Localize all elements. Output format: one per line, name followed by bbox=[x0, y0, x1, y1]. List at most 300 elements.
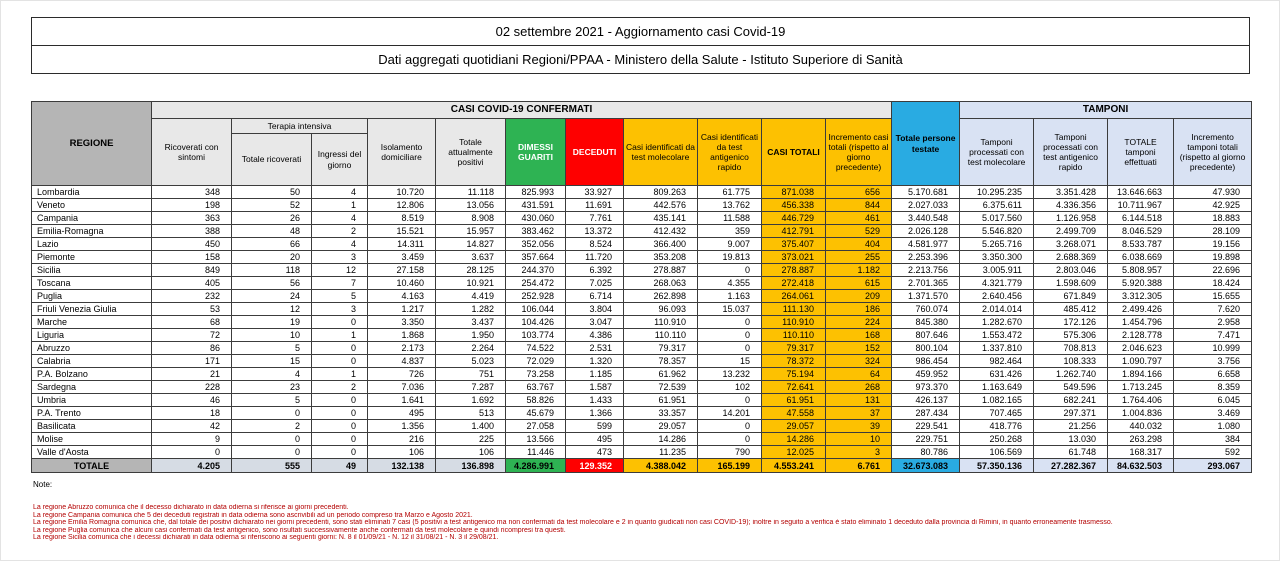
value-cell: 19.813 bbox=[698, 251, 762, 264]
value-cell: 21 bbox=[152, 368, 232, 381]
table-row bbox=[32, 225, 1252, 238]
value-cell: 430.060 bbox=[506, 212, 566, 225]
region-name-cell: Basilicata bbox=[32, 420, 152, 433]
table-row bbox=[32, 368, 1252, 381]
value-cell: 15 bbox=[232, 355, 312, 368]
value-cell: 297.371 bbox=[1034, 407, 1108, 420]
value-cell: 707.465 bbox=[960, 407, 1034, 420]
value-cell: 1.950 bbox=[436, 329, 506, 342]
value-cell: 7 bbox=[312, 277, 368, 290]
value-cell: 5.023 bbox=[436, 355, 506, 368]
value-cell: 1.598.609 bbox=[1034, 277, 1108, 290]
value-cell: 8.908 bbox=[436, 212, 506, 225]
value-cell: 64 bbox=[826, 368, 892, 381]
value-cell: 1.400 bbox=[436, 420, 506, 433]
value-cell: 1.004.836 bbox=[1108, 407, 1174, 420]
value-cell: 186 bbox=[826, 303, 892, 316]
value-cell: 0 bbox=[232, 446, 312, 459]
value-cell: 495 bbox=[566, 433, 624, 446]
value-cell: 106.569 bbox=[960, 446, 1034, 459]
value-cell: 19.898 bbox=[1174, 251, 1252, 264]
notes-section bbox=[33, 480, 1249, 542]
value-cell: 45.679 bbox=[506, 407, 566, 420]
value-cell: 10.460 bbox=[368, 277, 436, 290]
table-row bbox=[32, 290, 1252, 303]
column-header-casi-antigenico: Casi identificati da test antigenico rapido bbox=[698, 119, 762, 186]
value-cell: 2.640.456 bbox=[960, 290, 1034, 303]
value-cell: 1.337.810 bbox=[960, 342, 1034, 355]
value-cell: 6.658 bbox=[1174, 368, 1252, 381]
value-cell: 10 bbox=[826, 433, 892, 446]
value-cell: 1.217 bbox=[368, 303, 436, 316]
value-cell: 252.928 bbox=[506, 290, 566, 303]
value-cell: 13.056 bbox=[436, 199, 506, 212]
value-cell: 809.263 bbox=[624, 186, 698, 199]
value-cell: 224 bbox=[826, 316, 892, 329]
totals-value-cell: 32.673.083 bbox=[892, 459, 960, 473]
value-cell: 46 bbox=[152, 394, 232, 407]
value-cell: 168 bbox=[826, 329, 892, 342]
value-cell: 14.311 bbox=[368, 238, 436, 251]
value-cell: 13.232 bbox=[698, 368, 762, 381]
value-cell: 442.576 bbox=[624, 199, 698, 212]
title-box bbox=[31, 17, 1250, 74]
value-cell: 11.446 bbox=[506, 446, 566, 459]
value-cell: 111.130 bbox=[762, 303, 826, 316]
region-name-cell: Sicilia bbox=[32, 264, 152, 277]
value-cell: 48 bbox=[232, 225, 312, 238]
value-cell: 68 bbox=[152, 316, 232, 329]
value-cell: 2.531 bbox=[566, 342, 624, 355]
value-cell: 15 bbox=[698, 355, 762, 368]
value-cell: 1.126.958 bbox=[1034, 212, 1108, 225]
value-cell: 12 bbox=[312, 264, 368, 277]
value-cell: 28.125 bbox=[436, 264, 506, 277]
value-cell: 110.910 bbox=[624, 316, 698, 329]
region-name-cell: Puglia bbox=[32, 290, 152, 303]
value-cell: 15.037 bbox=[698, 303, 762, 316]
table-row bbox=[32, 277, 1252, 290]
value-cell: 72.029 bbox=[506, 355, 566, 368]
value-cell: 4 bbox=[312, 186, 368, 199]
value-cell: 8.046.529 bbox=[1108, 225, 1174, 238]
value-cell: 22.696 bbox=[1174, 264, 1252, 277]
value-cell: 20 bbox=[232, 251, 312, 264]
totals-value-cell: 57.350.136 bbox=[960, 459, 1034, 473]
note-line: La regione Campania comunica che 5 dei deceduti registrati in data odierna sono ascrivibili ad un periodo compreso tra Marzo e Agosto 2021. bbox=[33, 511, 473, 519]
value-cell: 7.025 bbox=[566, 277, 624, 290]
region-name-cell: Abruzzo bbox=[32, 342, 152, 355]
value-cell: 10.720 bbox=[368, 186, 436, 199]
value-cell: 19 bbox=[232, 316, 312, 329]
value-cell: 7.761 bbox=[566, 212, 624, 225]
value-cell: 357.664 bbox=[506, 251, 566, 264]
region-name-cell: P.A. Bolzano bbox=[32, 368, 152, 381]
totals-value-cell: 4.553.241 bbox=[762, 459, 826, 473]
value-cell: 5 bbox=[232, 342, 312, 355]
column-header-ricoverati: Ricoverati con sintomi bbox=[152, 119, 232, 186]
value-cell: 4.163 bbox=[368, 290, 436, 303]
value-cell: 11.720 bbox=[566, 251, 624, 264]
value-cell: 272.418 bbox=[762, 277, 826, 290]
value-cell: 254.472 bbox=[506, 277, 566, 290]
value-cell: 10.295.235 bbox=[960, 186, 1034, 199]
value-cell: 8.533.787 bbox=[1108, 238, 1174, 251]
value-cell: 106 bbox=[436, 446, 506, 459]
value-cell: 42.925 bbox=[1174, 199, 1252, 212]
value-cell: 5 bbox=[312, 290, 368, 303]
value-cell: 1.262.740 bbox=[1034, 368, 1108, 381]
table-body bbox=[32, 186, 1252, 459]
value-cell: 13.762 bbox=[698, 199, 762, 212]
table-row bbox=[32, 199, 1252, 212]
value-cell: 1.182 bbox=[826, 264, 892, 277]
value-cell: 66 bbox=[232, 238, 312, 251]
value-cell: 9.007 bbox=[698, 238, 762, 251]
value-cell: 751 bbox=[436, 368, 506, 381]
value-cell: 4 bbox=[232, 368, 312, 381]
value-cell: 13.030 bbox=[1034, 433, 1108, 446]
value-cell: 3.047 bbox=[566, 316, 624, 329]
value-cell: 5.017.560 bbox=[960, 212, 1034, 225]
value-cell: 58.826 bbox=[506, 394, 566, 407]
value-cell: 39 bbox=[826, 420, 892, 433]
note-line: La regione Puglia comunica che alcuni casi confermati da test antigenico, sono risultati successivamente anche confermati da test molecolare e quindi ricompresi tra questi. bbox=[33, 526, 566, 534]
value-cell: 461 bbox=[826, 212, 892, 225]
totals-value-cell: 4.388.042 bbox=[624, 459, 698, 473]
value-cell: 13.566 bbox=[506, 433, 566, 446]
value-cell: 198 bbox=[152, 199, 232, 212]
value-cell: 3 bbox=[826, 446, 892, 459]
value-cell: 263.298 bbox=[1108, 433, 1174, 446]
region-name-cell: Emilia-Romagna bbox=[32, 225, 152, 238]
notes-title: Note: bbox=[33, 480, 53, 489]
value-cell: 2.253.396 bbox=[892, 251, 960, 264]
value-cell: 529 bbox=[826, 225, 892, 238]
column-header-dimessi-guariti: DIMESSI GUARITI bbox=[506, 119, 566, 186]
value-cell: 2 bbox=[232, 420, 312, 433]
notes-list bbox=[33, 504, 1249, 542]
value-cell: 459.952 bbox=[892, 368, 960, 381]
value-cell: 599 bbox=[566, 420, 624, 433]
value-cell: 431.591 bbox=[506, 199, 566, 212]
value-cell: 404 bbox=[826, 238, 892, 251]
value-cell: 1 bbox=[312, 329, 368, 342]
value-cell: 14.286 bbox=[762, 433, 826, 446]
value-cell: 373.021 bbox=[762, 251, 826, 264]
totals-value-cell: 6.761 bbox=[826, 459, 892, 473]
value-cell: 2.701.365 bbox=[892, 277, 960, 290]
value-cell: 592 bbox=[1174, 446, 1252, 459]
value-cell: 9 bbox=[152, 433, 232, 446]
value-cell: 1.082.165 bbox=[960, 394, 1034, 407]
value-cell: 1.587 bbox=[566, 381, 624, 394]
value-cell: 3.351.428 bbox=[1034, 186, 1108, 199]
table-row bbox=[32, 186, 1252, 199]
value-cell: 0 bbox=[312, 394, 368, 407]
value-cell: 384 bbox=[1174, 433, 1252, 446]
value-cell: 172.126 bbox=[1034, 316, 1108, 329]
value-cell: 216 bbox=[368, 433, 436, 446]
value-cell: 5.170.681 bbox=[892, 186, 960, 199]
value-cell: 80.786 bbox=[892, 446, 960, 459]
column-header-incremento-casi: Incremento casi totali (rispetto al giorno precedente) bbox=[826, 119, 892, 186]
value-cell: 3.637 bbox=[436, 251, 506, 264]
value-cell: 2.803.046 bbox=[1034, 264, 1108, 277]
value-cell: 50 bbox=[232, 186, 312, 199]
value-cell: 800.104 bbox=[892, 342, 960, 355]
value-cell: 426.137 bbox=[892, 394, 960, 407]
value-cell: 13.646.663 bbox=[1108, 186, 1174, 199]
value-cell: 110.110 bbox=[762, 329, 826, 342]
region-name-cell: Calabria bbox=[32, 355, 152, 368]
region-name-cell: Lazio bbox=[32, 238, 152, 251]
totals-value-cell: 4.205 bbox=[152, 459, 232, 473]
value-cell: 5.808.957 bbox=[1108, 264, 1174, 277]
value-cell: 13.372 bbox=[566, 225, 624, 238]
value-cell: 229.541 bbox=[892, 420, 960, 433]
value-cell: 102 bbox=[698, 381, 762, 394]
value-cell: 3.268.071 bbox=[1034, 238, 1108, 251]
value-cell: 1.282.670 bbox=[960, 316, 1034, 329]
value-cell: 228 bbox=[152, 381, 232, 394]
region-name-cell: Piemonte bbox=[32, 251, 152, 264]
value-cell: 671.849 bbox=[1034, 290, 1108, 303]
value-cell: 3 bbox=[312, 303, 368, 316]
value-cell: 0 bbox=[312, 316, 368, 329]
value-cell: 1.163.649 bbox=[960, 381, 1034, 394]
value-cell: 209 bbox=[826, 290, 892, 303]
value-cell: 21.256 bbox=[1034, 420, 1108, 433]
value-cell: 352.056 bbox=[506, 238, 566, 251]
totals-value-cell: 27.282.367 bbox=[1034, 459, 1108, 473]
value-cell: 15.521 bbox=[368, 225, 436, 238]
value-cell: 110.110 bbox=[624, 329, 698, 342]
value-cell: 825.993 bbox=[506, 186, 566, 199]
value-cell: 1.553.472 bbox=[960, 329, 1034, 342]
value-cell: 7.471 bbox=[1174, 329, 1252, 342]
value-cell: 412.791 bbox=[762, 225, 826, 238]
value-cell: 0 bbox=[698, 342, 762, 355]
value-cell: 473 bbox=[566, 446, 624, 459]
table-row bbox=[32, 238, 1252, 251]
value-cell: 5.546.820 bbox=[960, 225, 1034, 238]
value-cell: 78.357 bbox=[624, 355, 698, 368]
value-cell: 973.370 bbox=[892, 381, 960, 394]
table-row bbox=[32, 264, 1252, 277]
bulletin-title: 02 settembre 2021 - Aggiornamento casi Covid-19 bbox=[495, 24, 786, 39]
value-cell: 982.464 bbox=[960, 355, 1034, 368]
value-cell: 790 bbox=[698, 446, 762, 459]
value-cell: 5.265.716 bbox=[960, 238, 1034, 251]
value-cell: 2.958 bbox=[1174, 316, 1252, 329]
value-cell: 871.038 bbox=[762, 186, 826, 199]
value-cell: 2.128.778 bbox=[1108, 329, 1174, 342]
value-cell: 1.366 bbox=[566, 407, 624, 420]
value-cell: 11.588 bbox=[698, 212, 762, 225]
region-name-cell: Friuli Venezia Giulia bbox=[32, 303, 152, 316]
column-header-ti-ingressi: Ingressi del giorno bbox=[312, 134, 368, 186]
value-cell: 575.306 bbox=[1034, 329, 1108, 342]
value-cell: 106 bbox=[368, 446, 436, 459]
table-row bbox=[32, 251, 1252, 264]
value-cell: 708.813 bbox=[1034, 342, 1108, 355]
table-row bbox=[32, 433, 1252, 446]
value-cell: 383.462 bbox=[506, 225, 566, 238]
value-cell: 104.426 bbox=[506, 316, 566, 329]
value-cell: 348 bbox=[152, 186, 232, 199]
value-cell: 4.386 bbox=[566, 329, 624, 342]
value-cell: 0 bbox=[312, 342, 368, 355]
value-cell: 807.646 bbox=[892, 329, 960, 342]
totals-row bbox=[32, 459, 1252, 473]
value-cell: 0 bbox=[698, 316, 762, 329]
value-cell: 0 bbox=[232, 407, 312, 420]
value-cell: 6.045 bbox=[1174, 394, 1252, 407]
value-cell: 760.074 bbox=[892, 303, 960, 316]
value-cell: 2.688.369 bbox=[1034, 251, 1108, 264]
value-cell: 3 bbox=[312, 251, 368, 264]
value-cell: 3.312.305 bbox=[1108, 290, 1174, 303]
value-cell: 26 bbox=[232, 212, 312, 225]
value-cell: 6.038.669 bbox=[1108, 251, 1174, 264]
value-cell: 412.432 bbox=[624, 225, 698, 238]
value-cell: 1.320 bbox=[566, 355, 624, 368]
value-cell: 78.372 bbox=[762, 355, 826, 368]
value-cell: 1.163 bbox=[698, 290, 762, 303]
value-cell: 324 bbox=[826, 355, 892, 368]
value-cell: 29.057 bbox=[762, 420, 826, 433]
value-cell: 3.437 bbox=[436, 316, 506, 329]
value-cell: 264.061 bbox=[762, 290, 826, 303]
value-cell: 171 bbox=[152, 355, 232, 368]
totals-label-cell: TOTALE bbox=[32, 459, 152, 473]
value-cell: 10 bbox=[232, 329, 312, 342]
value-cell: 0 bbox=[698, 433, 762, 446]
value-cell: 18 bbox=[152, 407, 232, 420]
bulletin-subtitle: Dati aggregati quotidiani Regioni/PPAA - Ministero della Salute - Istituto Superiore di Sanità bbox=[32, 45, 1249, 73]
value-cell: 844 bbox=[826, 199, 892, 212]
value-cell: 1.080 bbox=[1174, 420, 1252, 433]
value-cell: 61.775 bbox=[698, 186, 762, 199]
value-cell: 4.837 bbox=[368, 355, 436, 368]
value-cell: 47.930 bbox=[1174, 186, 1252, 199]
value-cell: 0 bbox=[152, 446, 232, 459]
value-cell: 278.887 bbox=[762, 264, 826, 277]
value-cell: 8.519 bbox=[368, 212, 436, 225]
value-cell: 2.027.033 bbox=[892, 199, 960, 212]
value-cell: 2.499.426 bbox=[1108, 303, 1174, 316]
table-row bbox=[32, 420, 1252, 433]
value-cell: 4.581.977 bbox=[892, 238, 960, 251]
value-cell: 359 bbox=[698, 225, 762, 238]
value-cell: 1.692 bbox=[436, 394, 506, 407]
value-cell: 7.287 bbox=[436, 381, 506, 394]
region-name-cell: Lombardia bbox=[32, 186, 152, 199]
region-name-cell: Sardegna bbox=[32, 381, 152, 394]
value-cell: 11.235 bbox=[624, 446, 698, 459]
value-cell: 23 bbox=[232, 381, 312, 394]
value-cell: 1.713.245 bbox=[1108, 381, 1174, 394]
value-cell: 28.109 bbox=[1174, 225, 1252, 238]
value-cell: 6.714 bbox=[566, 290, 624, 303]
value-cell: 5 bbox=[232, 394, 312, 407]
column-header-totale-tamponi: TOTALE tamponi effettuati bbox=[1108, 119, 1174, 186]
value-cell: 450 bbox=[152, 238, 232, 251]
note-line: La regione Sicilia comunica che i decessi dichiarati in data odierna si riferiscono ai seguenti giorni: N. 8 il 01/09/21 - N. 12 il 31/08/21 - N. 3 il 29/08/21. bbox=[33, 534, 499, 542]
value-cell: 1.090.797 bbox=[1108, 355, 1174, 368]
value-cell: 86 bbox=[152, 342, 232, 355]
value-cell: 4.419 bbox=[436, 290, 506, 303]
value-cell: 726 bbox=[368, 368, 436, 381]
value-cell: 2.213.756 bbox=[892, 264, 960, 277]
column-header-attualmente-positivi: Totale attualmente positivi bbox=[436, 119, 506, 186]
value-cell: 440.032 bbox=[1108, 420, 1174, 433]
group-header-casi-confermati: CASI COVID-19 CONFERMATI bbox=[152, 102, 892, 119]
group-header-terapia-intensiva: Terapia intensiva bbox=[232, 119, 368, 134]
value-cell: 435.141 bbox=[624, 212, 698, 225]
value-cell: 14.201 bbox=[698, 407, 762, 420]
value-cell: 682.241 bbox=[1034, 394, 1108, 407]
value-cell: 4 bbox=[312, 212, 368, 225]
value-cell: 0 bbox=[312, 407, 368, 420]
region-name-cell: Marche bbox=[32, 316, 152, 329]
value-cell: 42 bbox=[152, 420, 232, 433]
value-cell: 405 bbox=[152, 277, 232, 290]
value-cell: 61.951 bbox=[762, 394, 826, 407]
region-name-cell: Liguria bbox=[32, 329, 152, 342]
value-cell: 225 bbox=[436, 433, 506, 446]
value-cell: 656 bbox=[826, 186, 892, 199]
value-cell: 849 bbox=[152, 264, 232, 277]
totals-value-cell: 165.199 bbox=[698, 459, 762, 473]
value-cell: 2 bbox=[312, 225, 368, 238]
value-cell: 96.093 bbox=[624, 303, 698, 316]
value-cell: 37 bbox=[826, 407, 892, 420]
value-cell: 72.539 bbox=[624, 381, 698, 394]
value-cell: 495 bbox=[368, 407, 436, 420]
table-row bbox=[32, 329, 1252, 342]
value-cell: 108.333 bbox=[1034, 355, 1108, 368]
value-cell: 47.558 bbox=[762, 407, 826, 420]
value-cell: 12 bbox=[232, 303, 312, 316]
value-cell: 3.804 bbox=[566, 303, 624, 316]
value-cell: 353.208 bbox=[624, 251, 698, 264]
region-name-cell: Campania bbox=[32, 212, 152, 225]
value-cell: 168.317 bbox=[1108, 446, 1174, 459]
value-cell: 11.118 bbox=[436, 186, 506, 199]
value-cell: 2.264 bbox=[436, 342, 506, 355]
value-cell: 2.499.709 bbox=[1034, 225, 1108, 238]
value-cell: 15.655 bbox=[1174, 290, 1252, 303]
value-cell: 1.282 bbox=[436, 303, 506, 316]
value-cell: 0 bbox=[698, 264, 762, 277]
value-cell: 1.894.166 bbox=[1108, 368, 1174, 381]
value-cell: 158 bbox=[152, 251, 232, 264]
region-name-cell: Molise bbox=[32, 433, 152, 446]
value-cell: 0 bbox=[312, 446, 368, 459]
value-cell: 268.063 bbox=[624, 277, 698, 290]
table-row bbox=[32, 394, 1252, 407]
value-cell: 33.927 bbox=[566, 186, 624, 199]
value-cell: 1.641 bbox=[368, 394, 436, 407]
value-cell: 74.522 bbox=[506, 342, 566, 355]
value-cell: 3.350 bbox=[368, 316, 436, 329]
value-cell: 4.321.779 bbox=[960, 277, 1034, 290]
value-cell: 53 bbox=[152, 303, 232, 316]
value-cell: 12.806 bbox=[368, 199, 436, 212]
table-row bbox=[32, 381, 1252, 394]
